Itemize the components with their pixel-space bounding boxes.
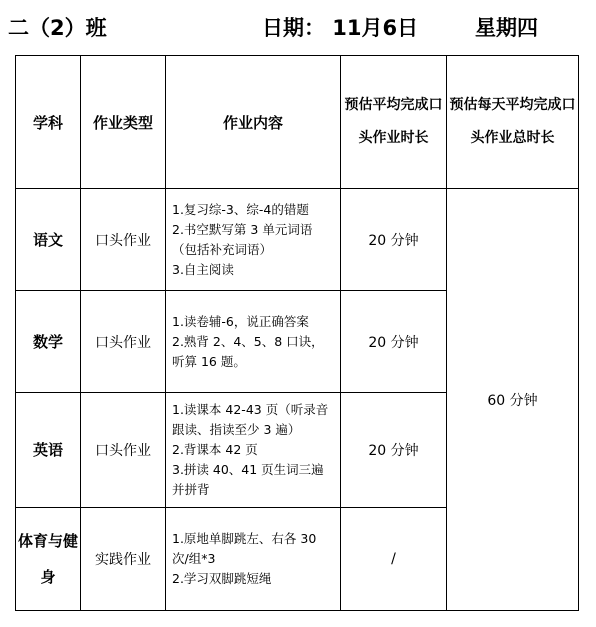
duration-cell: / [341, 508, 447, 611]
homework-table [15, 55, 579, 611]
content-line: 1.复习综-3、综-4的错题 [172, 201, 309, 217]
content-line: 2.熟背 2、4、5、8 口诀，听算 16 题。 [172, 333, 324, 369]
content-cell [166, 189, 341, 291]
date-label: 日期： 11月6日 [262, 16, 419, 40]
content-line: 2.背课本 42 页 [172, 442, 258, 457]
content-line: 1.读课本 42-43 页（听录音跟读、指读至少 3 遍） [172, 402, 329, 437]
column-header-type: 作业类型 [81, 56, 166, 189]
content-line: 3.拼读 40、41 页生词三遍并拼背 [172, 462, 324, 497]
duration-cell: 20 分钟 [341, 291, 447, 393]
duration-cell: 20 分钟 [341, 393, 447, 508]
subject-cell: 语文 [16, 189, 81, 291]
content-line: 1.原地单脚跳左、右各 30 次/组*3 [172, 531, 317, 566]
duration-cell: 20 分钟 [341, 189, 447, 291]
content-cell [166, 508, 341, 611]
weekday-label: 星期四 [475, 16, 538, 40]
type-cell: 口头作业 [81, 291, 166, 393]
subject-cell: 体育与健身 [16, 508, 81, 611]
content-line: 3.自主阅读 [172, 261, 234, 277]
content-cell [166, 393, 341, 508]
content-line: 1.读卷辅-6，说正确答案 [172, 313, 309, 329]
type-cell: 实践作业 [81, 508, 166, 611]
table-header-row [16, 56, 579, 189]
table-row [16, 189, 579, 291]
type-cell: 口头作业 [81, 189, 166, 291]
column-header-content: 作业内容 [166, 56, 341, 189]
type-cell: 口头作业 [81, 393, 166, 508]
subject-cell: 数学 [16, 291, 81, 393]
class-name: 二（2）班 [8, 16, 107, 40]
subject-cell: 英语 [16, 393, 81, 508]
column-header-avg-duration: 预估平均完成口头作业时长 [341, 56, 447, 189]
content-line: 2.书空默写第 3 单元词语（包括补充词语） [172, 221, 313, 257]
content-cell [166, 291, 341, 393]
column-header-total-duration: 预估每天平均完成口头作业总时长 [447, 56, 579, 189]
total-duration-cell: 60 分钟 [447, 189, 579, 611]
column-header-subject: 学科 [16, 56, 81, 189]
content-line: 2.学习双脚跳短绳 [172, 571, 272, 586]
